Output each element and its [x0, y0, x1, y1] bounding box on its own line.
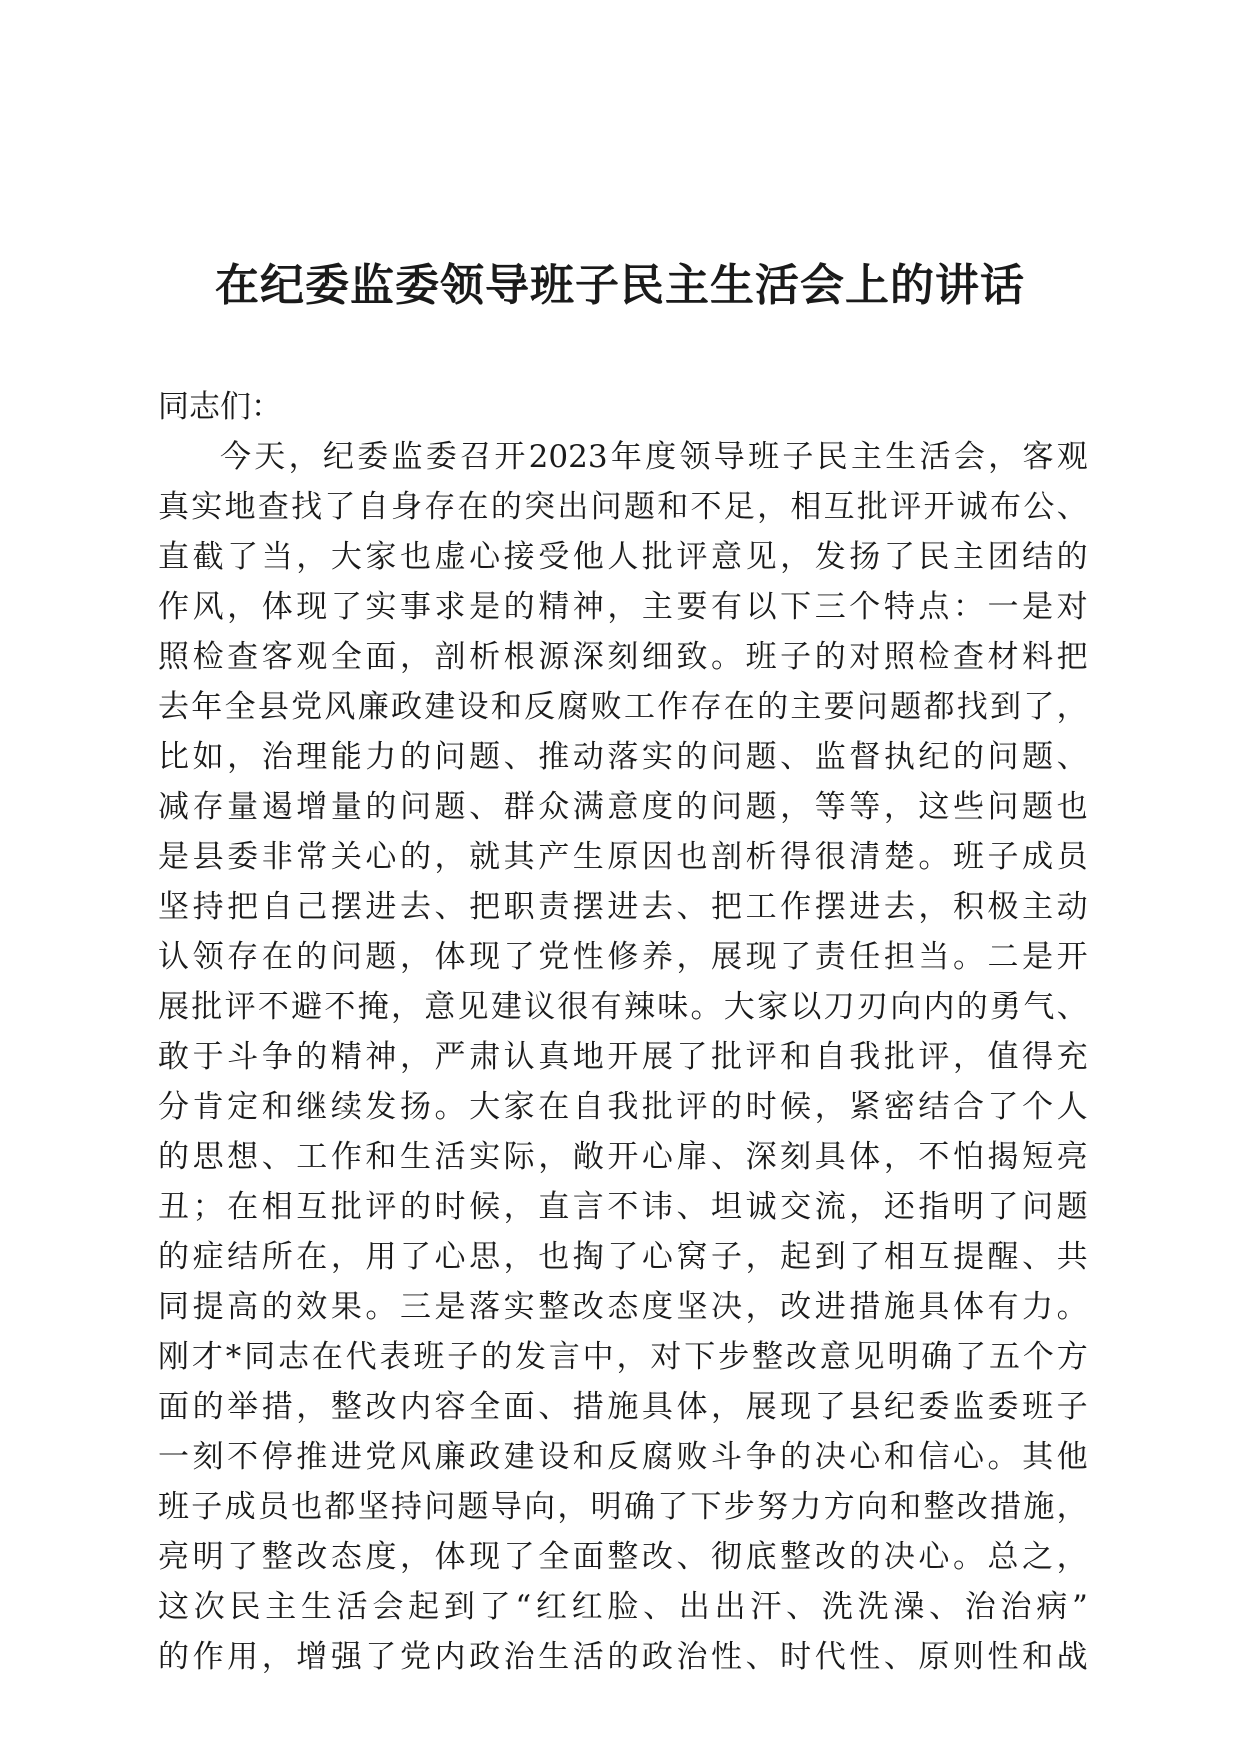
text-line: 面 的 举 措 ， 整 改 内 容 全 面 、 措 施 具 体 ， 展 现 了 县 纪 委 监 委 班 子: [158, 1389, 1088, 1425]
text-line: 坚 持 把 自 己 摆 进 去 、 把 职 责 摆 进 去 、 把 工 作 摆 进 去 ， 积 极 主 动: [158, 889, 1088, 925]
text-line: 照 检 查 客 观 全 面 ， 剖 析 根 源 深 刻 细 致 。 班 子 的 对 照 检 查 材 料 把: [158, 639, 1088, 675]
text-line: 今 天 ， 纪 委 监 委 召 开 2023 年 度 领 导 班 子 民 主 生 活 会 ， 客 观: [220, 439, 1088, 475]
text-line: 一 刻 不 停 推 进 党 风 廉 政 建 设 和 反 腐 败 斗 争 的 决 心 和 信 心 。 其 他: [158, 1439, 1088, 1475]
text-line: 班 子 成 员 也 都 坚 持 问 题 导 向 ， 明 确 了 下 步 努 力 方 向 和 整 改 措 施 ，: [158, 1489, 1088, 1525]
document-title: 在纪委监委领导班子民主生活会上的讲话: [215, 260, 1025, 311]
text-line: 真 实 地 查 找 了 自 身 存 在 的 突 出 问 题 和 不 足 ， 相 互 批 评 开 诚 布 公 、: [158, 489, 1088, 525]
text-line: 的 作 用 ， 增 强 了 党 内 政 治 生 活 的 政 治 性 、 时 代 性 、 原 则 性 和 战: [158, 1639, 1088, 1675]
text-line: 比 如 ， 治 理 能 力 的 问 题 、 推 动 落 实 的 问 题 、 监 督 执 纪 的 问 题 、: [158, 739, 1088, 775]
text-line: 认 领 存 在 的 问 题 ， 体 现 了 党 性 修 养 ， 展 现 了 责 任 担 当 。 二 是 开: [158, 939, 1088, 975]
text-line: 作 风 ， 体 现 了 实 事 求 是 的 精 神 ， 主 要 有 以 下 三 个 特 点 ： 一 是 对: [158, 589, 1088, 625]
text-line: 的 症 结 所 在 ， 用 了 心 思 ， 也 掏 了 心 窝 子 ， 起 到 了 相 互 提 醒 、 共: [158, 1239, 1088, 1275]
text-line: 同 提 高 的 效 果 。 三 是 落 实 整 改 态 度 坚 决 ， 改 进 措 施 具 体 有 力 。: [158, 1289, 1088, 1325]
text-line: 的 思 想 、 工 作 和 生 活 实 际 ， 敞 开 心 扉 、 深 刻 具 体 ， 不 怕 揭 短 亮: [158, 1139, 1088, 1175]
text-line: 去 年 全 县 党 风 廉 政 建 设 和 反 腐 败 工 作 存 在 的 主 要 问 题 都 找 到 了 ，: [158, 689, 1088, 725]
text-line: 是 县 委 非 常 关 心 的 ， 就 其 产 生 原 因 也 剖 析 得 很 清 楚 。 班 子 成 员: [158, 839, 1088, 875]
salutation: [158, 382, 1088, 432]
text-line: 敢 于 斗 争 的 精 神 ， 严 肃 认 真 地 开 展 了 批 评 和 自 我 批 评 ， 值 得 充: [158, 1039, 1088, 1075]
document-body: [158, 382, 1088, 1682]
text-line: 展 批 评 不 避 不 掩 ， 意 见 建 议 很 有 辣 味 。 大 家 以 刀 刃 向 内 的 勇 气 、: [158, 989, 1088, 1025]
text-line: 这 次 民 主 生 活 会 起 到 了 “ 红 红 脸 、 出 出 汗 、 洗 洗 澡 、 治 治 病 ”: [158, 1589, 1088, 1625]
text-line: 丑 ； 在 相 互 批 评 的 时 候 ， 直 言 不 讳 、 坦 诚 交 流 ， 还 指 明 了 问 题: [158, 1189, 1088, 1225]
text-line: 直 截 了 当 ， 大 家 也 虚 心 接 受 他 人 批 评 意 见 ， 发 扬 了 民 主 团 结 的: [158, 539, 1088, 575]
text-line: 刚 才 * 同 志 在 代 表 班 子 的 发 言 中 ， 对 下 步 整 改 意 见 明 确 了 五 个 方: [158, 1339, 1088, 1375]
text-line: 减 存 量 遏 增 量 的 问 题 、 群 众 满 意 度 的 问 题 ， 等 等 ， 这 些 问 题 也: [158, 789, 1088, 825]
paragraph: [158, 432, 1088, 1682]
text-line: 分 肯 定 和 继 续 发 扬 。 大 家 在 自 我 批 评 的 时 候 ， 紧 密 结 合 了 个 人: [158, 1089, 1088, 1125]
text-line: 亮 明 了 整 改 态 度 ， 体 现 了 全 面 整 改 、 彻 底 整 改 的 决 心 。 总 之 ，: [158, 1539, 1088, 1575]
salutation-text: 同志们：: [158, 389, 282, 425]
